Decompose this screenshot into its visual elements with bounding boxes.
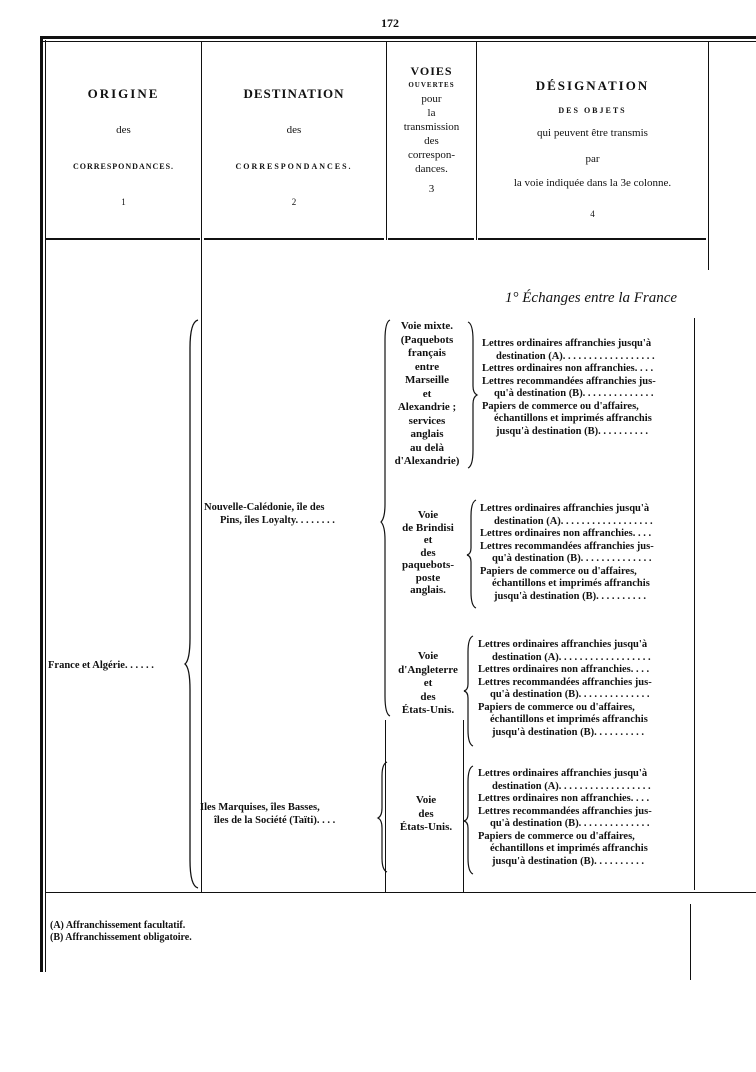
header-col3-num: 3 [428, 183, 435, 195]
designation-line: qu'à destination (B). . . . . . . . . . . . . . [494, 388, 654, 399]
route-2-line: et [423, 534, 433, 546]
header-col3-line4: la [427, 107, 436, 119]
route-2-line: poste [415, 571, 441, 584]
designation-1-brace [466, 320, 478, 470]
route-1 [386, 320, 468, 469]
designation-line: Papiers de commerce ou d'affaires, [478, 830, 635, 842]
designation-line: Lettres recommandées affranchies jus- [478, 805, 652, 817]
designation-line: jusqu'à destination (B). . . . . . . . . . [496, 425, 648, 437]
route-2-line: anglais. [410, 584, 446, 596]
destination-2 [200, 802, 382, 827]
header-col1-title: ORIGINE [87, 86, 160, 101]
designation-line: Lettres ordinaires affranchies jusqu'à [482, 338, 652, 349]
route-1-line: Alexandrie ; [397, 401, 457, 413]
footnote-right-border [690, 904, 691, 980]
route-1-line: entre [414, 360, 440, 373]
route-2-line: de Brindisi [402, 521, 454, 534]
designation-line: Lettres recommandées affranchies jus- [478, 676, 652, 688]
header-col2-num: 2 [291, 197, 297, 207]
route-4-line: Voie [415, 794, 437, 806]
route-3-line: Voie [417, 650, 439, 662]
header-col1-num: 1 [121, 197, 126, 207]
header-col2-caps: CORRESPONDANCES. [235, 162, 353, 171]
header-col4-line3: qui peuvent être transmis [537, 127, 648, 139]
route-1-line: d'Alexandrie) [394, 455, 460, 467]
col-separator-4b [694, 318, 695, 890]
destination-1-line1: Nouvelle-Calédonie, île des [204, 502, 325, 513]
header-col3-line6: des [424, 135, 439, 147]
destination-1-line2: Pins, îles Loyalty. . . . . . . . [220, 514, 335, 526]
designation-line: destination (A). . . . . . . . . . . . . . . . . . [492, 651, 651, 663]
header-col2 [202, 86, 386, 207]
table-left-border [40, 36, 43, 972]
designation-line: Papiers de commerce ou d'affaires, [482, 400, 639, 412]
route-2-line: des [420, 546, 436, 559]
designation-line: jusqu'à destination (B). . . . . . . . . . [492, 855, 644, 867]
route-3-line: États-Unis. [401, 704, 455, 716]
table-top-border-thin [40, 41, 756, 42]
header-col3-line2: OUVERTES [408, 81, 455, 89]
header-rule-col1 [46, 238, 200, 240]
route-4 [388, 794, 464, 835]
header-col3-line5: transmission [403, 121, 460, 133]
designation-line: Lettres ordinaires affranchies jusqu'à [478, 768, 648, 779]
designation-line: qu'à destination (B). . . . . . . . . . . . . . [490, 818, 650, 829]
header-col4 [477, 78, 708, 219]
designation-line: destination (A). . . . . . . . . . . . . . . . . . [492, 780, 651, 792]
body-bottom-rule [46, 892, 756, 893]
header-col3-line8: dances. [415, 163, 448, 175]
route-1-line: et [422, 387, 432, 400]
designation-line: jusqu'à destination (B). . . . . . . . . . [494, 590, 646, 602]
header-col2-title: DESTINATION [243, 86, 345, 101]
designation-line: Papiers de commerce ou d'affaires, [478, 701, 635, 713]
header-col4-line5: la voie indiquée dans la 3e colonne. [513, 177, 672, 189]
footnotes [50, 920, 192, 943]
designation-1 [482, 338, 692, 438]
route-3-line: d'Angleterre [398, 663, 458, 676]
route-2-line: paquebots- [402, 559, 454, 571]
designation-line: Lettres ordinaires affranchies jusqu'à [480, 503, 650, 514]
header-col1-sub: des [116, 124, 131, 136]
header-col1-caps: CORRESPONDANCES. [72, 162, 175, 171]
designation-4 [478, 768, 692, 868]
col-separator-4 [708, 42, 709, 270]
route-2 [388, 509, 468, 597]
footnote-b: (B) Affranchissement obligatoire. [50, 931, 192, 943]
section-title: 1° Échanges entre la France [505, 290, 678, 306]
header-col3-title: VOIES [410, 64, 453, 78]
header-col4-caps: DES OBJETS [558, 106, 627, 115]
origin-brace [184, 318, 200, 890]
designation-line: Lettres ordinaires non affranchies. . . . [482, 363, 654, 374]
designation-line: Lettres ordinaires non affranchies. . . . [478, 664, 650, 675]
destination-2-line2: îles de la Société (Taïti). . . . [214, 814, 336, 826]
origin-label: France et Algérie. . . . . . [48, 660, 154, 671]
destination-1 [204, 502, 382, 527]
designation-line: Lettres ordinaires affranchies jusqu'à [478, 639, 648, 650]
header-col4-title: DÉSIGNATION [535, 78, 650, 93]
page-number: 172 [381, 16, 399, 30]
designation-line: Lettres recommandées affranchies jus- [480, 540, 654, 552]
designation-line: Lettres recommandées affranchies jus- [482, 375, 656, 387]
header-rule-col4 [478, 238, 706, 240]
route-3-line: des [420, 690, 436, 703]
route-1-line: au delà [410, 441, 444, 454]
designation-4-brace [463, 764, 475, 876]
designation-line: destination (A). . . . . . . . . . . . . . . . . . [494, 515, 653, 527]
route-1-line: anglais [410, 428, 444, 440]
designation-line: Papiers de commerce ou d'affaires, [480, 565, 637, 577]
designation-2-brace [466, 498, 478, 610]
route-1-line: services [408, 414, 446, 427]
route-2-line: Voie [417, 509, 439, 521]
designation-line: échantillons et imprimés affranchis [494, 413, 652, 424]
designation-line: Lettres ordinaires non affranchies. . . . [480, 528, 652, 539]
route-4-line: États-Unis. [399, 821, 453, 833]
header-col3-line7: correspon- [407, 149, 456, 161]
header-col4-num: 4 [590, 209, 595, 219]
header-rule-col3 [388, 238, 474, 240]
header-rule-col2 [204, 238, 384, 240]
designation-line: jusqu'à destination (B). . . . . . . . . . [492, 726, 644, 738]
designation-line: qu'à destination (B). . . . . . . . . . . . . . [490, 689, 650, 700]
route-3 [388, 650, 468, 718]
route-4-line: des [418, 807, 434, 820]
header-col3 [387, 64, 476, 196]
footnote-a: (A) Affranchissement facultatif. [50, 920, 186, 931]
route-1-line: Voie mixte. [400, 320, 454, 332]
destination-2-line1: Iles Marquises, îles Basses, [200, 802, 320, 813]
route-1-line: français [408, 347, 446, 359]
designation-line: Lettres ordinaires non affranchies. . . . [478, 793, 650, 804]
header-col2-sub: des [286, 124, 302, 136]
header-col4-line4: par [585, 153, 600, 165]
designation-2 [480, 503, 692, 603]
designation-3-brace [463, 634, 475, 748]
route-3-line: et [423, 677, 433, 689]
designation-line: échantillons et imprimés affranchis [492, 578, 650, 589]
header-col1 [46, 86, 201, 207]
route-1-line: Marseille [405, 374, 449, 386]
route-1-line: (Paquebots [400, 333, 454, 346]
designation-line: échantillons et imprimés affranchis [490, 714, 648, 725]
header-col3-line3: pour [421, 93, 442, 105]
table-top-border [40, 36, 756, 39]
designation-line: échantillons et imprimés affranchis [490, 843, 648, 854]
designation-line: destination (A). . . . . . . . . . . . . . . . . . [496, 350, 655, 362]
designation-3 [478, 639, 692, 739]
designation-line: qu'à destination (B). . . . . . . . . . . . . . [492, 553, 652, 564]
